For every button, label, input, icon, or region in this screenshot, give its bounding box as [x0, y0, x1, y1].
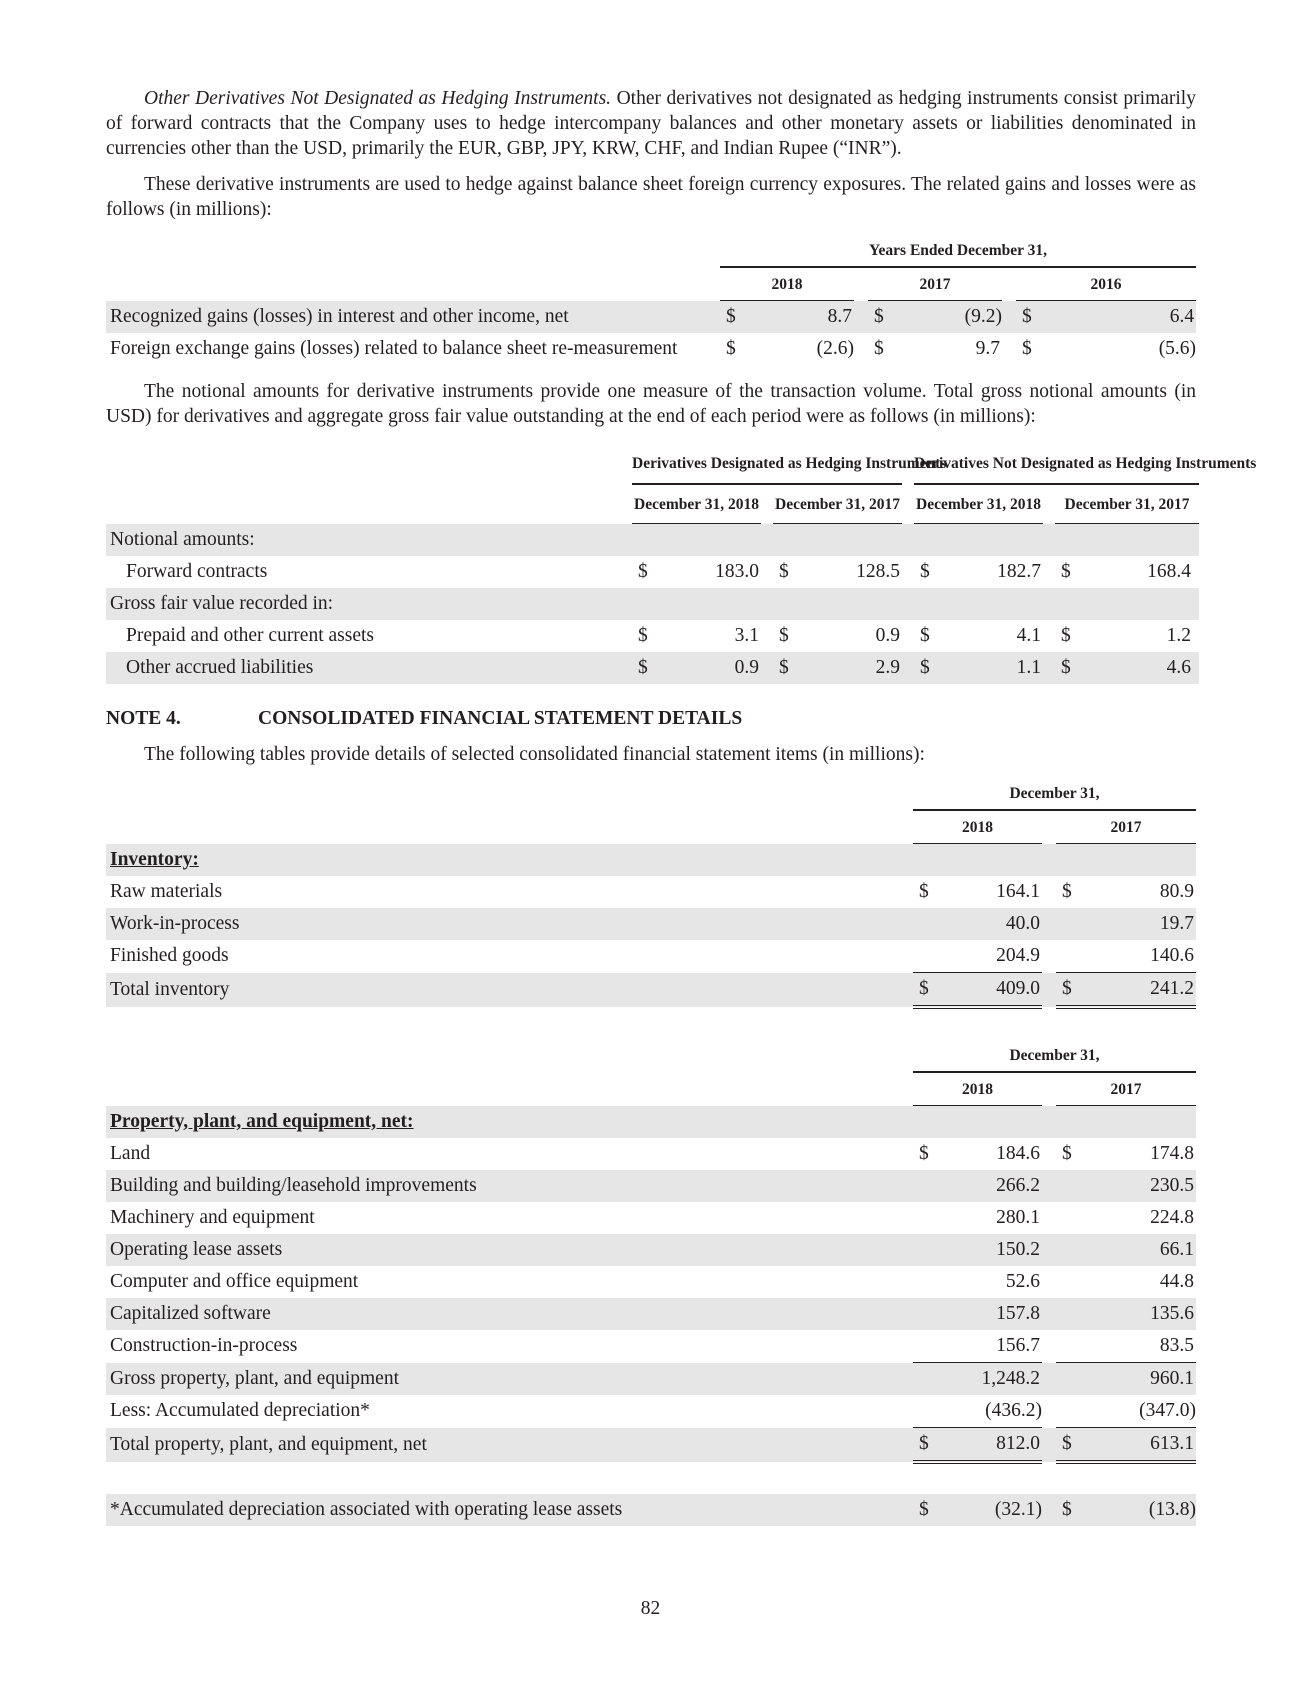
section-title: Property, plant, and equipment, net: [110, 1111, 414, 1132]
table-header-years-ended: Years Ended December 31, [720, 234, 1196, 267]
currency-symbol [913, 940, 929, 973]
cell-value: (5.6) [1158, 338, 1197, 359]
currency-symbol: $ [868, 301, 884, 334]
table-header-december: December 31, [913, 1039, 1196, 1072]
column-header-2017: 2017 [1056, 810, 1196, 844]
table-row [106, 1106, 1196, 1139]
currency-symbol: $ [632, 652, 648, 684]
currency-symbol [913, 1170, 929, 1202]
notional-amounts-table [106, 443, 1257, 684]
cell-value: 52.6 [1005, 1271, 1040, 1292]
row-label: Computer and office equipment [110, 1271, 359, 1292]
row-label: Less: Accumulated depreciation* [110, 1400, 370, 1422]
paragraph-hedge-exposures: These derivative instruments are used to hedge against balance sheet foreign currency exposures. The related gains and losses were as follows (in millions): [106, 174, 1196, 220]
table-row [106, 973, 1196, 1008]
cell-value: 150.2 [929, 1234, 1042, 1266]
cell-value: 1,248.2 [929, 1363, 1042, 1396]
column-header-designated-2018: December 31, 2018 [632, 484, 761, 524]
currency-symbol: $ [1056, 1428, 1072, 1463]
table-row [106, 940, 1196, 973]
column-header-designated-2017: December 31, 2017 [773, 484, 902, 524]
row-label: Construction-in-process [110, 1335, 298, 1357]
currency-symbol [1056, 1202, 1072, 1234]
cell-value: 8.7 [736, 301, 854, 334]
currency-symbol: $ [920, 561, 930, 582]
table-row-footnote [106, 1494, 1196, 1526]
table-row [106, 652, 1199, 684]
gains-losses-table [106, 234, 1196, 365]
currency-symbol: $ [913, 1494, 929, 1526]
table-row [106, 908, 1196, 940]
note-number: NOTE 4. [106, 708, 181, 729]
currency-symbol [1056, 908, 1072, 940]
table-row [106, 620, 1199, 652]
cell-value: 182.7 [997, 561, 1042, 582]
cell-value: (436.2) [929, 1395, 1042, 1428]
column-header-not-designated-2017: December 31, 2017 [1055, 484, 1199, 524]
row-label: Capitalized software [106, 1298, 913, 1330]
cell-value: 9.7 [975, 338, 1000, 359]
column-header-2018: 2018 [913, 1072, 1042, 1106]
cell-value: 204.9 [929, 940, 1042, 973]
row-label: Finished goods [110, 945, 229, 967]
cell-value: (9.2) [884, 301, 1002, 334]
cell-value: 174.8 [1150, 1143, 1195, 1164]
cell-value: 812.0 [929, 1428, 1042, 1463]
row-label: Raw materials [110, 881, 223, 902]
table-row [106, 1138, 1196, 1170]
cell-value: 140.6 [1072, 940, 1196, 973]
page-number: 82 [640, 1598, 661, 1619]
cell-value: 40.0 [929, 908, 1042, 940]
table-row [106, 301, 1196, 334]
section-title: Inventory: [110, 849, 199, 870]
currency-symbol: $ [1016, 301, 1032, 334]
currency-symbol: $ [638, 625, 648, 646]
currency-symbol: $ [1056, 1494, 1072, 1526]
currency-symbol: $ [726, 338, 736, 359]
cell-value: (13.8) [1072, 1494, 1196, 1526]
cell-value: 135.6 [1072, 1298, 1196, 1330]
currency-symbol: $ [638, 561, 648, 582]
currency-symbol [1056, 1395, 1072, 1428]
table-row [106, 524, 1199, 557]
cell-value: 0.9 [648, 652, 761, 684]
currency-symbol [913, 908, 929, 940]
currency-symbol [913, 1330, 929, 1363]
currency-symbol: $ [913, 973, 929, 1008]
currency-symbol: $ [874, 338, 884, 359]
column-header-not-designated-2018: December 31, 2018 [914, 484, 1043, 524]
cell-value: 266.2 [929, 1170, 1042, 1202]
table-row [106, 1395, 1196, 1428]
currency-symbol [1056, 1266, 1072, 1298]
table-row [106, 588, 1199, 620]
section-label: Notional amounts: [106, 524, 1199, 557]
currency-symbol: $ [914, 652, 930, 684]
currency-symbol: $ [779, 561, 789, 582]
cell-value: 1.1 [930, 652, 1043, 684]
paragraph-other-derivatives [106, 86, 1196, 161]
cell-value: 280.1 [996, 1207, 1040, 1228]
row-label: Gross property, plant, and equipment [106, 1363, 913, 1396]
paragraph-lead-heading: Other Derivatives Not Designated as Hedging Instruments. [144, 88, 612, 109]
currency-symbol: $ [1061, 561, 1071, 582]
row-label: Building and building/leasehold improvements [106, 1170, 913, 1202]
cell-value: 80.9 [1159, 881, 1195, 902]
ppe-table [106, 1039, 1196, 1526]
row-label: Total property, plant, and equipment, net [106, 1428, 913, 1463]
cell-value: 184.6 [996, 1143, 1040, 1164]
note-title: CONSOLIDATED FINANCIAL STATEMENT DETAILS [258, 708, 743, 729]
currency-symbol [913, 1266, 929, 1298]
cell-value: (2.6) [816, 338, 854, 359]
cell-value: 241.2 [1072, 973, 1196, 1008]
cell-value: 409.0 [929, 973, 1042, 1008]
cell-value: 44.8 [1159, 1271, 1195, 1292]
row-label: Other accrued liabilities [106, 652, 632, 684]
cell-value: 66.1 [1072, 1234, 1196, 1266]
currency-symbol: $ [720, 301, 736, 334]
cell-value: 613.1 [1072, 1428, 1196, 1463]
table-row [106, 1298, 1196, 1330]
currency-symbol: $ [919, 881, 929, 902]
currency-symbol [913, 1202, 929, 1234]
column-header-2018: 2018 [913, 810, 1042, 844]
currency-symbol: $ [919, 1143, 929, 1164]
column-header-2016: 2016 [1016, 267, 1196, 301]
paragraph-note-intro: The following tables provide details of selected consolidated financial statement items (in millions): [144, 744, 925, 765]
table-row [106, 1428, 1196, 1463]
row-label: Operating lease assets [106, 1234, 913, 1266]
cell-value: 157.8 [929, 1298, 1042, 1330]
currency-symbol: $ [773, 652, 789, 684]
cell-value: 1.2 [1166, 625, 1192, 646]
currency-symbol: $ [913, 1428, 929, 1463]
table-row [106, 876, 1196, 908]
column-header-2018: 2018 [720, 267, 854, 301]
cell-value: 230.5 [1072, 1170, 1196, 1202]
paragraph-notional-amounts: The notional amounts for derivative instruments provide one measure of the transaction volume. Total gross notional amounts (in USD) for derivatives and aggregate gross fair value outstanding at the end of each period were as follows (in millions): [106, 381, 1196, 427]
currency-symbol [1056, 1234, 1072, 1266]
currency-symbol: $ [1062, 1143, 1072, 1164]
table-row [106, 556, 1199, 588]
row-label: Land [110, 1143, 151, 1164]
footnote-label: *Accumulated depreciation associated with operating lease assets [106, 1494, 913, 1526]
currency-symbol: $ [1055, 652, 1071, 684]
table-row [106, 333, 1196, 365]
note-heading [106, 708, 1196, 734]
row-label: Forward contracts [126, 561, 268, 582]
table-row [106, 1266, 1196, 1298]
table-row [106, 844, 1196, 877]
table-row [106, 1363, 1196, 1396]
currency-symbol: $ [1022, 338, 1032, 359]
currency-symbol [913, 1234, 929, 1266]
currency-symbol [1056, 1330, 1072, 1363]
cell-value: (32.1) [929, 1494, 1042, 1526]
document-page [106, 86, 1257, 1526]
currency-symbol: $ [779, 625, 789, 646]
cell-value: 156.7 [929, 1330, 1042, 1363]
paragraph-text: Other derivatives not designated as hedging instruments consist primarily of forward contracts that the Company uses to hedge intercompany balances and other monetary assets or liabilities denominated in currencies other than the USD, primarily the EUR, GBP, JPY, KRW, CHF, and Indian Rupee (“INR”). [106, 88, 1196, 159]
currency-symbol [1056, 1298, 1072, 1330]
table-row [106, 1202, 1196, 1234]
cell-value: 4.6 [1071, 652, 1199, 684]
row-label: Machinery and equipment [110, 1207, 315, 1228]
table-row [106, 1330, 1196, 1363]
column-header-2017: 2017 [1056, 1072, 1196, 1106]
cell-value: 19.7 [1072, 908, 1196, 940]
cell-value: 2.9 [789, 652, 902, 684]
currency-symbol [913, 1395, 929, 1428]
cell-value: 168.4 [1147, 561, 1192, 582]
row-label: Prepaid and other current assets [126, 625, 374, 646]
cell-value: 6.4 [1032, 301, 1196, 334]
cell-value: 183.0 [715, 561, 759, 582]
group-header-not-designated: Derivatives Not Designated as Hedging Instruments [914, 443, 1199, 484]
cell-value: 960.1 [1072, 1363, 1196, 1396]
row-label: Work-in-process [106, 908, 913, 940]
column-header-2017: 2017 [868, 267, 1002, 301]
currency-symbol [1056, 1170, 1072, 1202]
cell-value: 128.5 [856, 561, 901, 582]
row-label: Total inventory [106, 973, 913, 1008]
section-label: Gross fair value recorded in: [106, 588, 1199, 620]
cell-value: (347.0) [1072, 1395, 1196, 1428]
cell-value: 0.9 [875, 625, 901, 646]
cell-value: 3.1 [734, 625, 759, 646]
cell-value: 4.1 [1016, 625, 1042, 646]
currency-symbol: $ [1056, 973, 1072, 1008]
currency-symbol [913, 1298, 929, 1330]
row-label: Foreign exchange gains (losses) related to balance sheet re-measurement [110, 338, 678, 359]
cell-value: 164.1 [996, 881, 1040, 902]
row-label: Recognized gains (losses) in interest and other income, net [106, 301, 720, 334]
currency-symbol [913, 1363, 929, 1396]
group-header-designated: Derivatives Designated as Hedging Instruments [632, 443, 902, 484]
currency-symbol [1056, 940, 1072, 973]
currency-symbol: $ [1061, 625, 1071, 646]
currency-symbol: $ [1062, 881, 1072, 902]
cell-value: 83.5 [1072, 1330, 1196, 1363]
table-row [106, 1234, 1196, 1266]
inventory-table [106, 777, 1196, 1009]
currency-symbol: $ [920, 625, 930, 646]
cell-value: 224.8 [1150, 1207, 1195, 1228]
currency-symbol [1056, 1363, 1072, 1396]
table-row [106, 1170, 1196, 1202]
table-header-december: December 31, [913, 777, 1196, 810]
